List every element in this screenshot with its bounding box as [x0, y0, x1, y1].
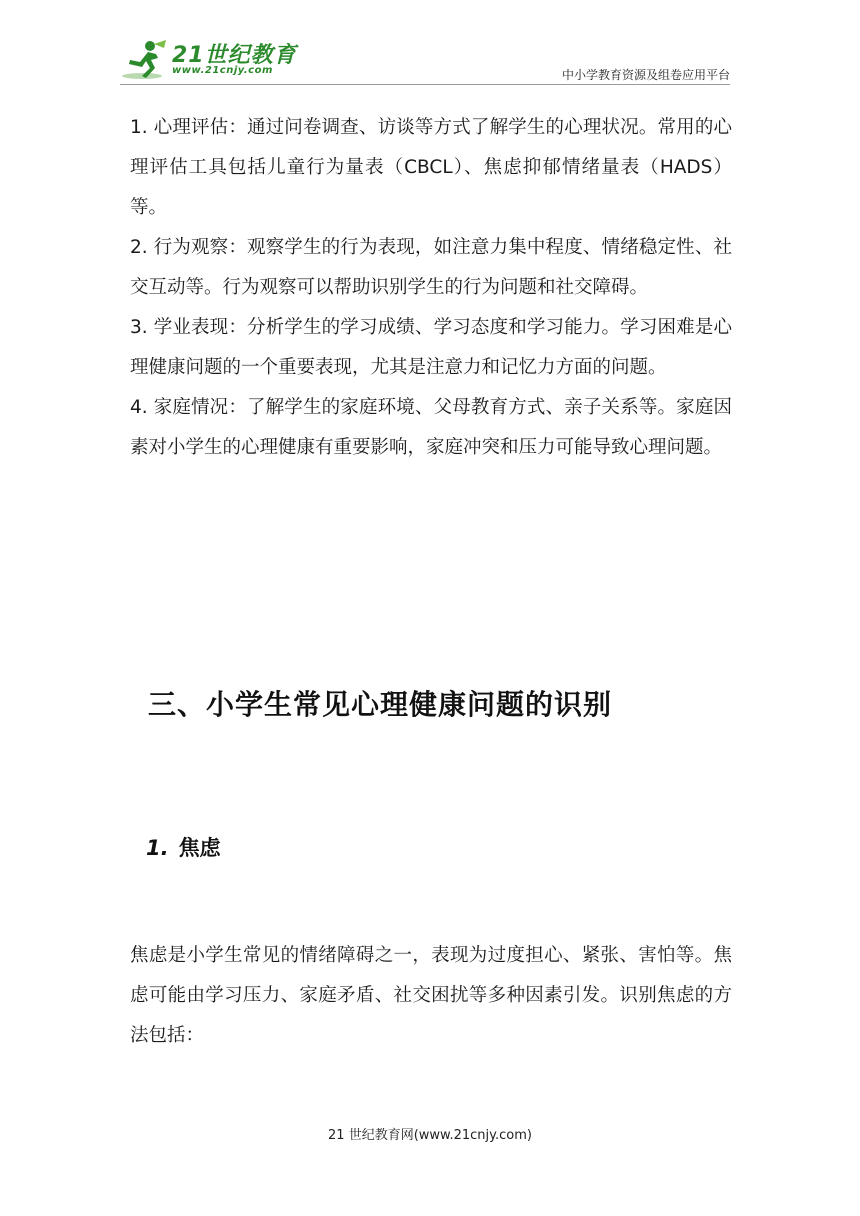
paragraph: 焦虑是小学生常见的情绪障碍之一，表现为过度担心、紧张、害怕等。焦虑可能由学习压力、家庭矛盾、社交困扰等多种因素引发。识别焦虑的方法包括：	[130, 945, 732, 1046]
logo-text: 21世纪教育	[172, 43, 297, 68]
platform-name: 中小学教育资源及组卷应用平台	[561, 68, 730, 82]
paragraph: 1. 心理评估：通过问卷调查、访谈等方式了解学生的心理状况。常用的心理评估工具包括儿童行为量表（CBCL）、焦虑抑郁情绪量表（HADS）等。	[130, 117, 732, 218]
runner-logo-icon	[120, 38, 170, 82]
paragraph: 3. 学业表现：分析学生的学习成绩、学习态度和学习能力。学习困难是心理健康问题的一个重要表现，尤其是注意力和记忆力方面的问题。	[130, 317, 732, 378]
page-footer: 21 世纪教育网(www.21cnjy.com)	[328, 1128, 532, 1143]
subsection-title: 焦虑	[178, 836, 221, 860]
subsection-heading	[146, 832, 221, 862]
header-divider	[120, 84, 730, 85]
logo-url: www.21cnjy.com	[172, 65, 273, 76]
section-heading: 三、小学生常见心理健康问题的识别	[148, 688, 613, 721]
subsection-number: 1.	[146, 836, 169, 860]
paragraph: 4. 家庭情况：了解学生的家庭环境、父母教育方式、亲子关系等。家庭因素对小学生的心理健康有重要影响，家庭冲突和压力可能导致心理问题。	[130, 397, 732, 458]
logo	[120, 36, 320, 84]
paragraph: 2. 行为观察：观察学生的行为表现，如注意力集中程度、情绪稳定性、社交互动等。行为观察可以帮助识别学生的行为问题和社交障碍。	[130, 237, 732, 298]
body-text-top	[130, 108, 732, 468]
body-text-bottom	[130, 936, 732, 1056]
page-header	[120, 36, 730, 84]
